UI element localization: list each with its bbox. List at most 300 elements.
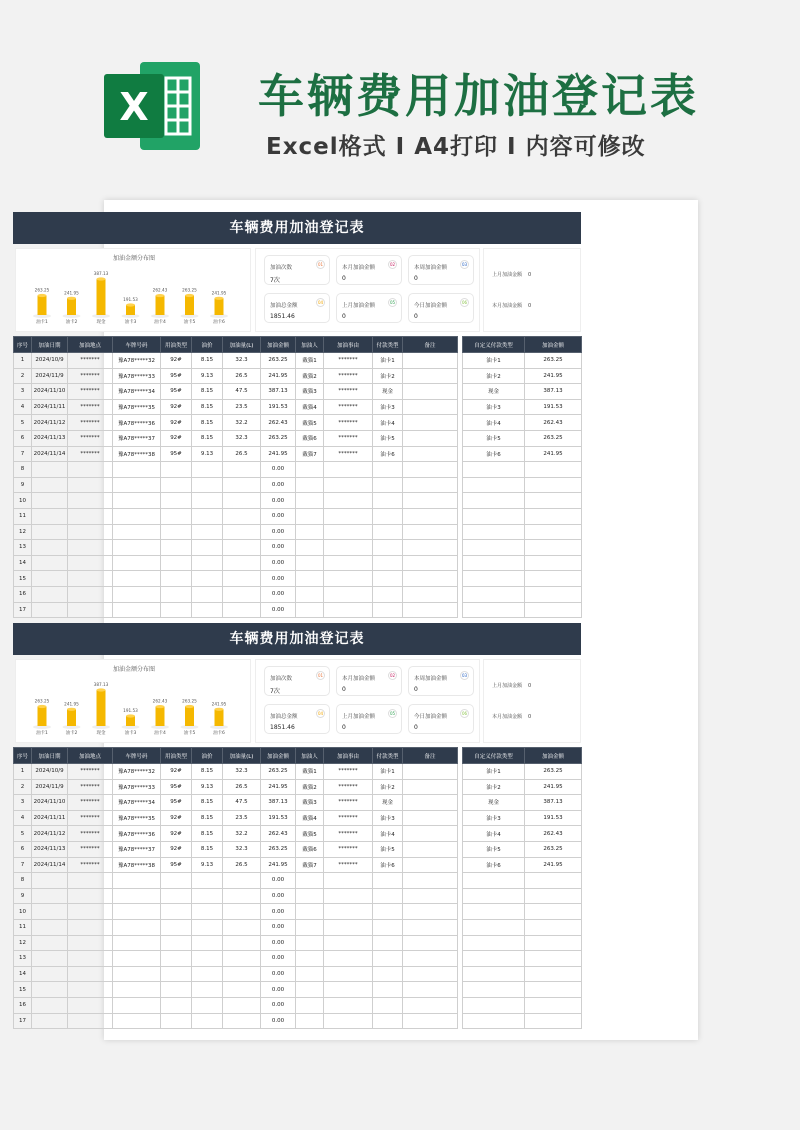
table-cell[interactable]: 15: [14, 982, 32, 998]
table-cell[interactable]: 17: [14, 602, 32, 618]
table-cell[interactable]: [113, 586, 161, 602]
table-cell[interactable]: [192, 935, 223, 951]
table-cell[interactable]: 油卡4: [373, 826, 403, 842]
table-cell[interactable]: [192, 508, 223, 524]
summary-cell[interactable]: 油卡6: [463, 857, 525, 873]
table-cell[interactable]: [113, 904, 161, 920]
table-cell[interactable]: *******: [324, 841, 373, 857]
table-cell[interactable]: 9: [14, 888, 32, 904]
table-cell[interactable]: *******: [324, 764, 373, 780]
table-cell[interactable]: *******: [68, 764, 113, 780]
table-cell[interactable]: 263.25: [261, 764, 296, 780]
table-cell[interactable]: 12: [14, 524, 32, 540]
table-cell[interactable]: 191.53: [261, 810, 296, 826]
table-cell[interactable]: [68, 462, 113, 478]
table-cell[interactable]: [373, 919, 403, 935]
summary-cell[interactable]: [525, 888, 582, 904]
table-cell[interactable]: *******: [324, 810, 373, 826]
table-cell[interactable]: [68, 904, 113, 920]
table-cell[interactable]: [32, 935, 68, 951]
table-cell[interactable]: 7: [14, 857, 32, 873]
table-cell[interactable]: 0.00: [261, 904, 296, 920]
table-cell[interactable]: [223, 873, 261, 889]
table-cell[interactable]: 油卡3: [373, 810, 403, 826]
table-cell[interactable]: [296, 571, 324, 587]
table-cell[interactable]: [32, 524, 68, 540]
table-cell[interactable]: 0.00: [261, 951, 296, 967]
table-cell[interactable]: 2024/11/12: [32, 826, 68, 842]
table-cell[interactable]: 3: [14, 795, 32, 811]
table-cell[interactable]: 豫A78*****35: [113, 810, 161, 826]
table-cell[interactable]: 10: [14, 493, 32, 509]
table-cell[interactable]: [373, 873, 403, 889]
table-cell[interactable]: [68, 951, 113, 967]
table-cell[interactable]: [296, 935, 324, 951]
summary-cell[interactable]: 油卡6: [463, 446, 525, 462]
table-cell[interactable]: *******: [68, 795, 113, 811]
table-cell[interactable]: 6: [14, 841, 32, 857]
table-cell[interactable]: [161, 966, 192, 982]
table-cell[interactable]: [403, 857, 458, 873]
summary-cell[interactable]: 油卡2: [463, 368, 525, 384]
table-cell[interactable]: *******: [68, 368, 113, 384]
table-cell[interactable]: 0.00: [261, 873, 296, 889]
table-cell[interactable]: 10: [14, 904, 32, 920]
table-cell[interactable]: 11: [14, 508, 32, 524]
table-cell[interactable]: 油卡6: [373, 857, 403, 873]
table-cell[interactable]: 8.15: [192, 430, 223, 446]
table-cell[interactable]: 92#: [161, 764, 192, 780]
table-cell[interactable]: 9.13: [192, 446, 223, 462]
table-cell[interactable]: [32, 873, 68, 889]
table-cell[interactable]: [223, 524, 261, 540]
table-cell[interactable]: [32, 1013, 68, 1029]
table-cell[interactable]: [403, 462, 458, 478]
table-cell[interactable]: [223, 997, 261, 1013]
summary-cell[interactable]: [525, 997, 582, 1013]
table-cell[interactable]: 14: [14, 555, 32, 571]
summary-cell[interactable]: [525, 1013, 582, 1029]
table-cell[interactable]: [32, 982, 68, 998]
table-cell[interactable]: 95#: [161, 857, 192, 873]
table-cell[interactable]: [403, 966, 458, 982]
table-cell[interactable]: [296, 477, 324, 493]
table-cell[interactable]: [113, 888, 161, 904]
table-cell[interactable]: 戴猫1: [296, 353, 324, 369]
table-cell[interactable]: 0.00: [261, 524, 296, 540]
summary-cell[interactable]: [463, 462, 525, 478]
table-cell[interactable]: *******: [68, 384, 113, 400]
table-cell[interactable]: [403, 1013, 458, 1029]
table-cell[interactable]: [324, 602, 373, 618]
table-cell[interactable]: [373, 571, 403, 587]
table-cell[interactable]: *******: [324, 399, 373, 415]
table-cell[interactable]: [161, 935, 192, 951]
table-cell[interactable]: 2: [14, 779, 32, 795]
table-cell[interactable]: [403, 477, 458, 493]
table-cell[interactable]: 23.5: [223, 399, 261, 415]
table-cell[interactable]: 豫A78*****33: [113, 779, 161, 795]
table-cell[interactable]: [296, 904, 324, 920]
table-cell[interactable]: [403, 779, 458, 795]
table-cell[interactable]: [161, 524, 192, 540]
table-cell[interactable]: 92#: [161, 826, 192, 842]
table-cell[interactable]: [192, 524, 223, 540]
table-cell[interactable]: [113, 873, 161, 889]
table-cell[interactable]: 26.5: [223, 857, 261, 873]
table-cell[interactable]: [403, 586, 458, 602]
table-cell[interactable]: 2024/10/9: [32, 764, 68, 780]
table-cell[interactable]: [113, 935, 161, 951]
table-cell[interactable]: [223, 571, 261, 587]
table-cell[interactable]: [68, 555, 113, 571]
table-cell[interactable]: [296, 982, 324, 998]
table-cell[interactable]: 32.2: [223, 415, 261, 431]
summary-cell[interactable]: [525, 571, 582, 587]
table-cell[interactable]: 263.25: [261, 353, 296, 369]
summary-cell[interactable]: [525, 873, 582, 889]
summary-cell[interactable]: 263.25: [525, 764, 582, 780]
table-cell[interactable]: 92#: [161, 841, 192, 857]
table-cell[interactable]: 12: [14, 935, 32, 951]
summary-cell[interactable]: [463, 555, 525, 571]
table-cell[interactable]: [161, 477, 192, 493]
summary-cell[interactable]: 油卡5: [463, 430, 525, 446]
table-cell[interactable]: [161, 462, 192, 478]
table-cell[interactable]: 豫A78*****34: [113, 795, 161, 811]
table-cell[interactable]: [403, 508, 458, 524]
table-cell[interactable]: 油卡5: [373, 430, 403, 446]
table-cell[interactable]: [113, 493, 161, 509]
table-cell[interactable]: [32, 540, 68, 556]
table-cell[interactable]: 豫A78*****36: [113, 415, 161, 431]
table-cell[interactable]: [373, 935, 403, 951]
table-cell[interactable]: 92#: [161, 810, 192, 826]
table-cell[interactable]: 7: [14, 446, 32, 462]
table-cell[interactable]: 16: [14, 997, 32, 1013]
table-cell[interactable]: [32, 888, 68, 904]
table-cell[interactable]: 戴猫1: [296, 764, 324, 780]
table-cell[interactable]: 13: [14, 951, 32, 967]
table-cell[interactable]: [113, 1013, 161, 1029]
table-cell[interactable]: [192, 966, 223, 982]
table-cell[interactable]: 2024/11/9: [32, 368, 68, 384]
table-cell[interactable]: [296, 951, 324, 967]
table-cell[interactable]: [403, 841, 458, 857]
table-cell[interactable]: *******: [324, 415, 373, 431]
table-cell[interactable]: 戴猫6: [296, 841, 324, 857]
table-cell[interactable]: 92#: [161, 415, 192, 431]
table-cell[interactable]: 2024/11/12: [32, 415, 68, 431]
table-cell[interactable]: [68, 477, 113, 493]
table-cell[interactable]: 47.5: [223, 384, 261, 400]
table-cell[interactable]: 2024/11/9: [32, 779, 68, 795]
table-cell[interactable]: [68, 540, 113, 556]
table-cell[interactable]: [296, 966, 324, 982]
table-cell[interactable]: [113, 462, 161, 478]
table-cell[interactable]: 戴猫7: [296, 446, 324, 462]
table-cell[interactable]: [324, 935, 373, 951]
table-cell[interactable]: [324, 493, 373, 509]
table-cell[interactable]: [32, 462, 68, 478]
table-cell[interactable]: 241.95: [261, 446, 296, 462]
table-cell[interactable]: 戴猫5: [296, 415, 324, 431]
table-cell[interactable]: 95#: [161, 384, 192, 400]
table-cell[interactable]: 豫A78*****35: [113, 399, 161, 415]
table-cell[interactable]: [403, 493, 458, 509]
table-cell[interactable]: 豫A78*****37: [113, 841, 161, 857]
table-cell[interactable]: 8.15: [192, 841, 223, 857]
table-cell[interactable]: 262.43: [261, 826, 296, 842]
table-cell[interactable]: 现金: [373, 384, 403, 400]
table-cell[interactable]: 241.95: [261, 368, 296, 384]
table-cell[interactable]: [373, 524, 403, 540]
summary-cell[interactable]: [525, 524, 582, 540]
table-cell[interactable]: 0.00: [261, 935, 296, 951]
table-cell[interactable]: [373, 462, 403, 478]
table-cell[interactable]: [373, 951, 403, 967]
summary-cell[interactable]: [525, 586, 582, 602]
table-cell[interactable]: [68, 873, 113, 889]
table-cell[interactable]: [223, 462, 261, 478]
table-cell[interactable]: [403, 430, 458, 446]
table-cell[interactable]: 豫A78*****32: [113, 353, 161, 369]
table-cell[interactable]: [68, 919, 113, 935]
table-cell[interactable]: 戴猫7: [296, 857, 324, 873]
table-cell[interactable]: 8: [14, 873, 32, 889]
table-cell[interactable]: [68, 1013, 113, 1029]
table-cell[interactable]: [192, 997, 223, 1013]
table-cell[interactable]: *******: [324, 353, 373, 369]
table-cell[interactable]: [32, 997, 68, 1013]
table-cell[interactable]: [161, 586, 192, 602]
table-cell[interactable]: 戴猫2: [296, 368, 324, 384]
table-cell[interactable]: 0.00: [261, 997, 296, 1013]
summary-cell[interactable]: [463, 873, 525, 889]
table-cell[interactable]: [113, 477, 161, 493]
table-cell[interactable]: [223, 888, 261, 904]
table-cell[interactable]: [113, 982, 161, 998]
table-cell[interactable]: [192, 919, 223, 935]
table-cell[interactable]: 豫A78*****37: [113, 430, 161, 446]
table-cell[interactable]: [192, 586, 223, 602]
table-cell[interactable]: [324, 904, 373, 920]
table-cell[interactable]: [192, 951, 223, 967]
table-cell[interactable]: 5: [14, 415, 32, 431]
table-cell[interactable]: 油卡5: [373, 841, 403, 857]
table-cell[interactable]: [373, 982, 403, 998]
table-cell[interactable]: [324, 586, 373, 602]
summary-cell[interactable]: [525, 540, 582, 556]
table-cell[interactable]: 2024/11/10: [32, 384, 68, 400]
table-cell[interactable]: 油卡6: [373, 446, 403, 462]
table-cell[interactable]: *******: [68, 415, 113, 431]
table-cell[interactable]: [192, 1013, 223, 1029]
table-cell[interactable]: [296, 997, 324, 1013]
summary-cell[interactable]: [463, 571, 525, 587]
table-cell[interactable]: [161, 508, 192, 524]
table-cell[interactable]: 32.3: [223, 841, 261, 857]
summary-cell[interactable]: [525, 462, 582, 478]
table-cell[interactable]: [403, 795, 458, 811]
table-cell[interactable]: [324, 888, 373, 904]
summary-cell[interactable]: [525, 951, 582, 967]
table-cell[interactable]: [161, 904, 192, 920]
table-cell[interactable]: [223, 477, 261, 493]
table-cell[interactable]: 戴猫5: [296, 826, 324, 842]
summary-cell[interactable]: 241.95: [525, 779, 582, 795]
table-cell[interactable]: 13: [14, 540, 32, 556]
table-cell[interactable]: 油卡1: [373, 764, 403, 780]
table-cell[interactable]: 2: [14, 368, 32, 384]
table-cell[interactable]: [192, 873, 223, 889]
table-cell[interactable]: 油卡1: [373, 353, 403, 369]
table-cell[interactable]: 豫A78*****33: [113, 368, 161, 384]
table-cell[interactable]: 8.15: [192, 399, 223, 415]
table-cell[interactable]: 32.3: [223, 764, 261, 780]
table-cell[interactable]: 0.00: [261, 966, 296, 982]
summary-cell[interactable]: 241.95: [525, 368, 582, 384]
summary-cell[interactable]: 油卡1: [463, 353, 525, 369]
table-cell[interactable]: 32.3: [223, 430, 261, 446]
table-cell[interactable]: [403, 888, 458, 904]
table-cell[interactable]: [403, 399, 458, 415]
summary-cell[interactable]: [463, 919, 525, 935]
table-cell[interactable]: [192, 555, 223, 571]
table-cell[interactable]: [161, 571, 192, 587]
table-cell[interactable]: 0.00: [261, 919, 296, 935]
table-cell[interactable]: 2024/11/11: [32, 399, 68, 415]
table-cell[interactable]: 262.43: [261, 415, 296, 431]
table-cell[interactable]: [403, 873, 458, 889]
table-cell[interactable]: [296, 508, 324, 524]
table-cell[interactable]: [324, 951, 373, 967]
summary-cell[interactable]: [463, 982, 525, 998]
table-cell[interactable]: 263.25: [261, 430, 296, 446]
table-cell[interactable]: [324, 508, 373, 524]
summary-cell[interactable]: [463, 966, 525, 982]
table-cell[interactable]: 32.2: [223, 826, 261, 842]
table-cell[interactable]: 6: [14, 430, 32, 446]
table-cell[interactable]: [68, 602, 113, 618]
table-cell[interactable]: [192, 904, 223, 920]
table-cell[interactable]: [324, 997, 373, 1013]
table-cell[interactable]: 戴猫3: [296, 795, 324, 811]
table-cell[interactable]: [161, 873, 192, 889]
table-cell[interactable]: 15: [14, 571, 32, 587]
table-cell[interactable]: [161, 982, 192, 998]
table-cell[interactable]: [296, 873, 324, 889]
table-cell[interactable]: 23.5: [223, 810, 261, 826]
table-cell[interactable]: [32, 951, 68, 967]
table-cell[interactable]: 16: [14, 586, 32, 602]
table-cell[interactable]: [192, 540, 223, 556]
table-cell[interactable]: 92#: [161, 399, 192, 415]
table-cell[interactable]: [192, 462, 223, 478]
table-cell[interactable]: [324, 555, 373, 571]
table-cell[interactable]: [68, 524, 113, 540]
table-cell[interactable]: [403, 982, 458, 998]
table-cell[interactable]: 油卡4: [373, 415, 403, 431]
table-cell[interactable]: [324, 966, 373, 982]
table-cell[interactable]: 3: [14, 384, 32, 400]
table-cell[interactable]: [113, 571, 161, 587]
table-cell[interactable]: *******: [324, 779, 373, 795]
table-cell[interactable]: [403, 571, 458, 587]
table-cell[interactable]: 14: [14, 966, 32, 982]
table-cell[interactable]: [68, 586, 113, 602]
table-cell[interactable]: 油卡3: [373, 399, 403, 415]
summary-cell[interactable]: 241.95: [525, 857, 582, 873]
table-cell[interactable]: 2024/11/10: [32, 795, 68, 811]
table-cell[interactable]: 263.25: [261, 841, 296, 857]
table-cell[interactable]: [403, 602, 458, 618]
table-cell[interactable]: 9.13: [192, 779, 223, 795]
table-cell[interactable]: 241.95: [261, 857, 296, 873]
summary-cell[interactable]: [525, 508, 582, 524]
table-cell[interactable]: 0.00: [261, 462, 296, 478]
table-cell[interactable]: [161, 555, 192, 571]
table-cell[interactable]: *******: [68, 399, 113, 415]
table-cell[interactable]: 0.00: [261, 555, 296, 571]
summary-cell[interactable]: 241.95: [525, 446, 582, 462]
summary-cell[interactable]: 现金: [463, 795, 525, 811]
table-cell[interactable]: [223, 966, 261, 982]
table-cell[interactable]: [113, 508, 161, 524]
table-cell[interactable]: [32, 508, 68, 524]
table-cell[interactable]: 5: [14, 826, 32, 842]
table-cell[interactable]: [324, 919, 373, 935]
table-cell[interactable]: 92#: [161, 430, 192, 446]
table-cell[interactable]: 9.13: [192, 368, 223, 384]
table-cell[interactable]: [161, 1013, 192, 1029]
summary-cell[interactable]: [525, 493, 582, 509]
table-cell[interactable]: *******: [68, 841, 113, 857]
table-cell[interactable]: [113, 540, 161, 556]
table-cell[interactable]: 0.00: [261, 982, 296, 998]
table-cell[interactable]: 戴猫4: [296, 399, 324, 415]
table-cell[interactable]: [68, 935, 113, 951]
table-cell[interactable]: [192, 888, 223, 904]
table-cell[interactable]: 95#: [161, 368, 192, 384]
summary-cell[interactable]: 油卡4: [463, 826, 525, 842]
table-cell[interactable]: [113, 951, 161, 967]
table-cell[interactable]: [223, 919, 261, 935]
table-cell[interactable]: [32, 586, 68, 602]
summary-cell[interactable]: [525, 602, 582, 618]
table-cell[interactable]: 2024/10/9: [32, 353, 68, 369]
table-cell[interactable]: *******: [324, 368, 373, 384]
table-cell[interactable]: 95#: [161, 446, 192, 462]
summary-cell[interactable]: [463, 951, 525, 967]
table-cell[interactable]: 9: [14, 477, 32, 493]
table-cell[interactable]: 戴猫2: [296, 779, 324, 795]
table-cell[interactable]: [223, 904, 261, 920]
summary-cell[interactable]: [525, 555, 582, 571]
table-cell[interactable]: [113, 602, 161, 618]
summary-cell[interactable]: 263.25: [525, 430, 582, 446]
table-cell[interactable]: 豫A78*****32: [113, 764, 161, 780]
table-cell[interactable]: [161, 602, 192, 618]
table-cell[interactable]: *******: [324, 430, 373, 446]
summary-cell[interactable]: 262.43: [525, 415, 582, 431]
table-cell[interactable]: [296, 524, 324, 540]
table-cell[interactable]: 47.5: [223, 795, 261, 811]
table-cell[interactable]: [324, 540, 373, 556]
summary-cell[interactable]: [525, 966, 582, 982]
table-cell[interactable]: 2024/11/13: [32, 841, 68, 857]
summary-cell[interactable]: 262.43: [525, 826, 582, 842]
